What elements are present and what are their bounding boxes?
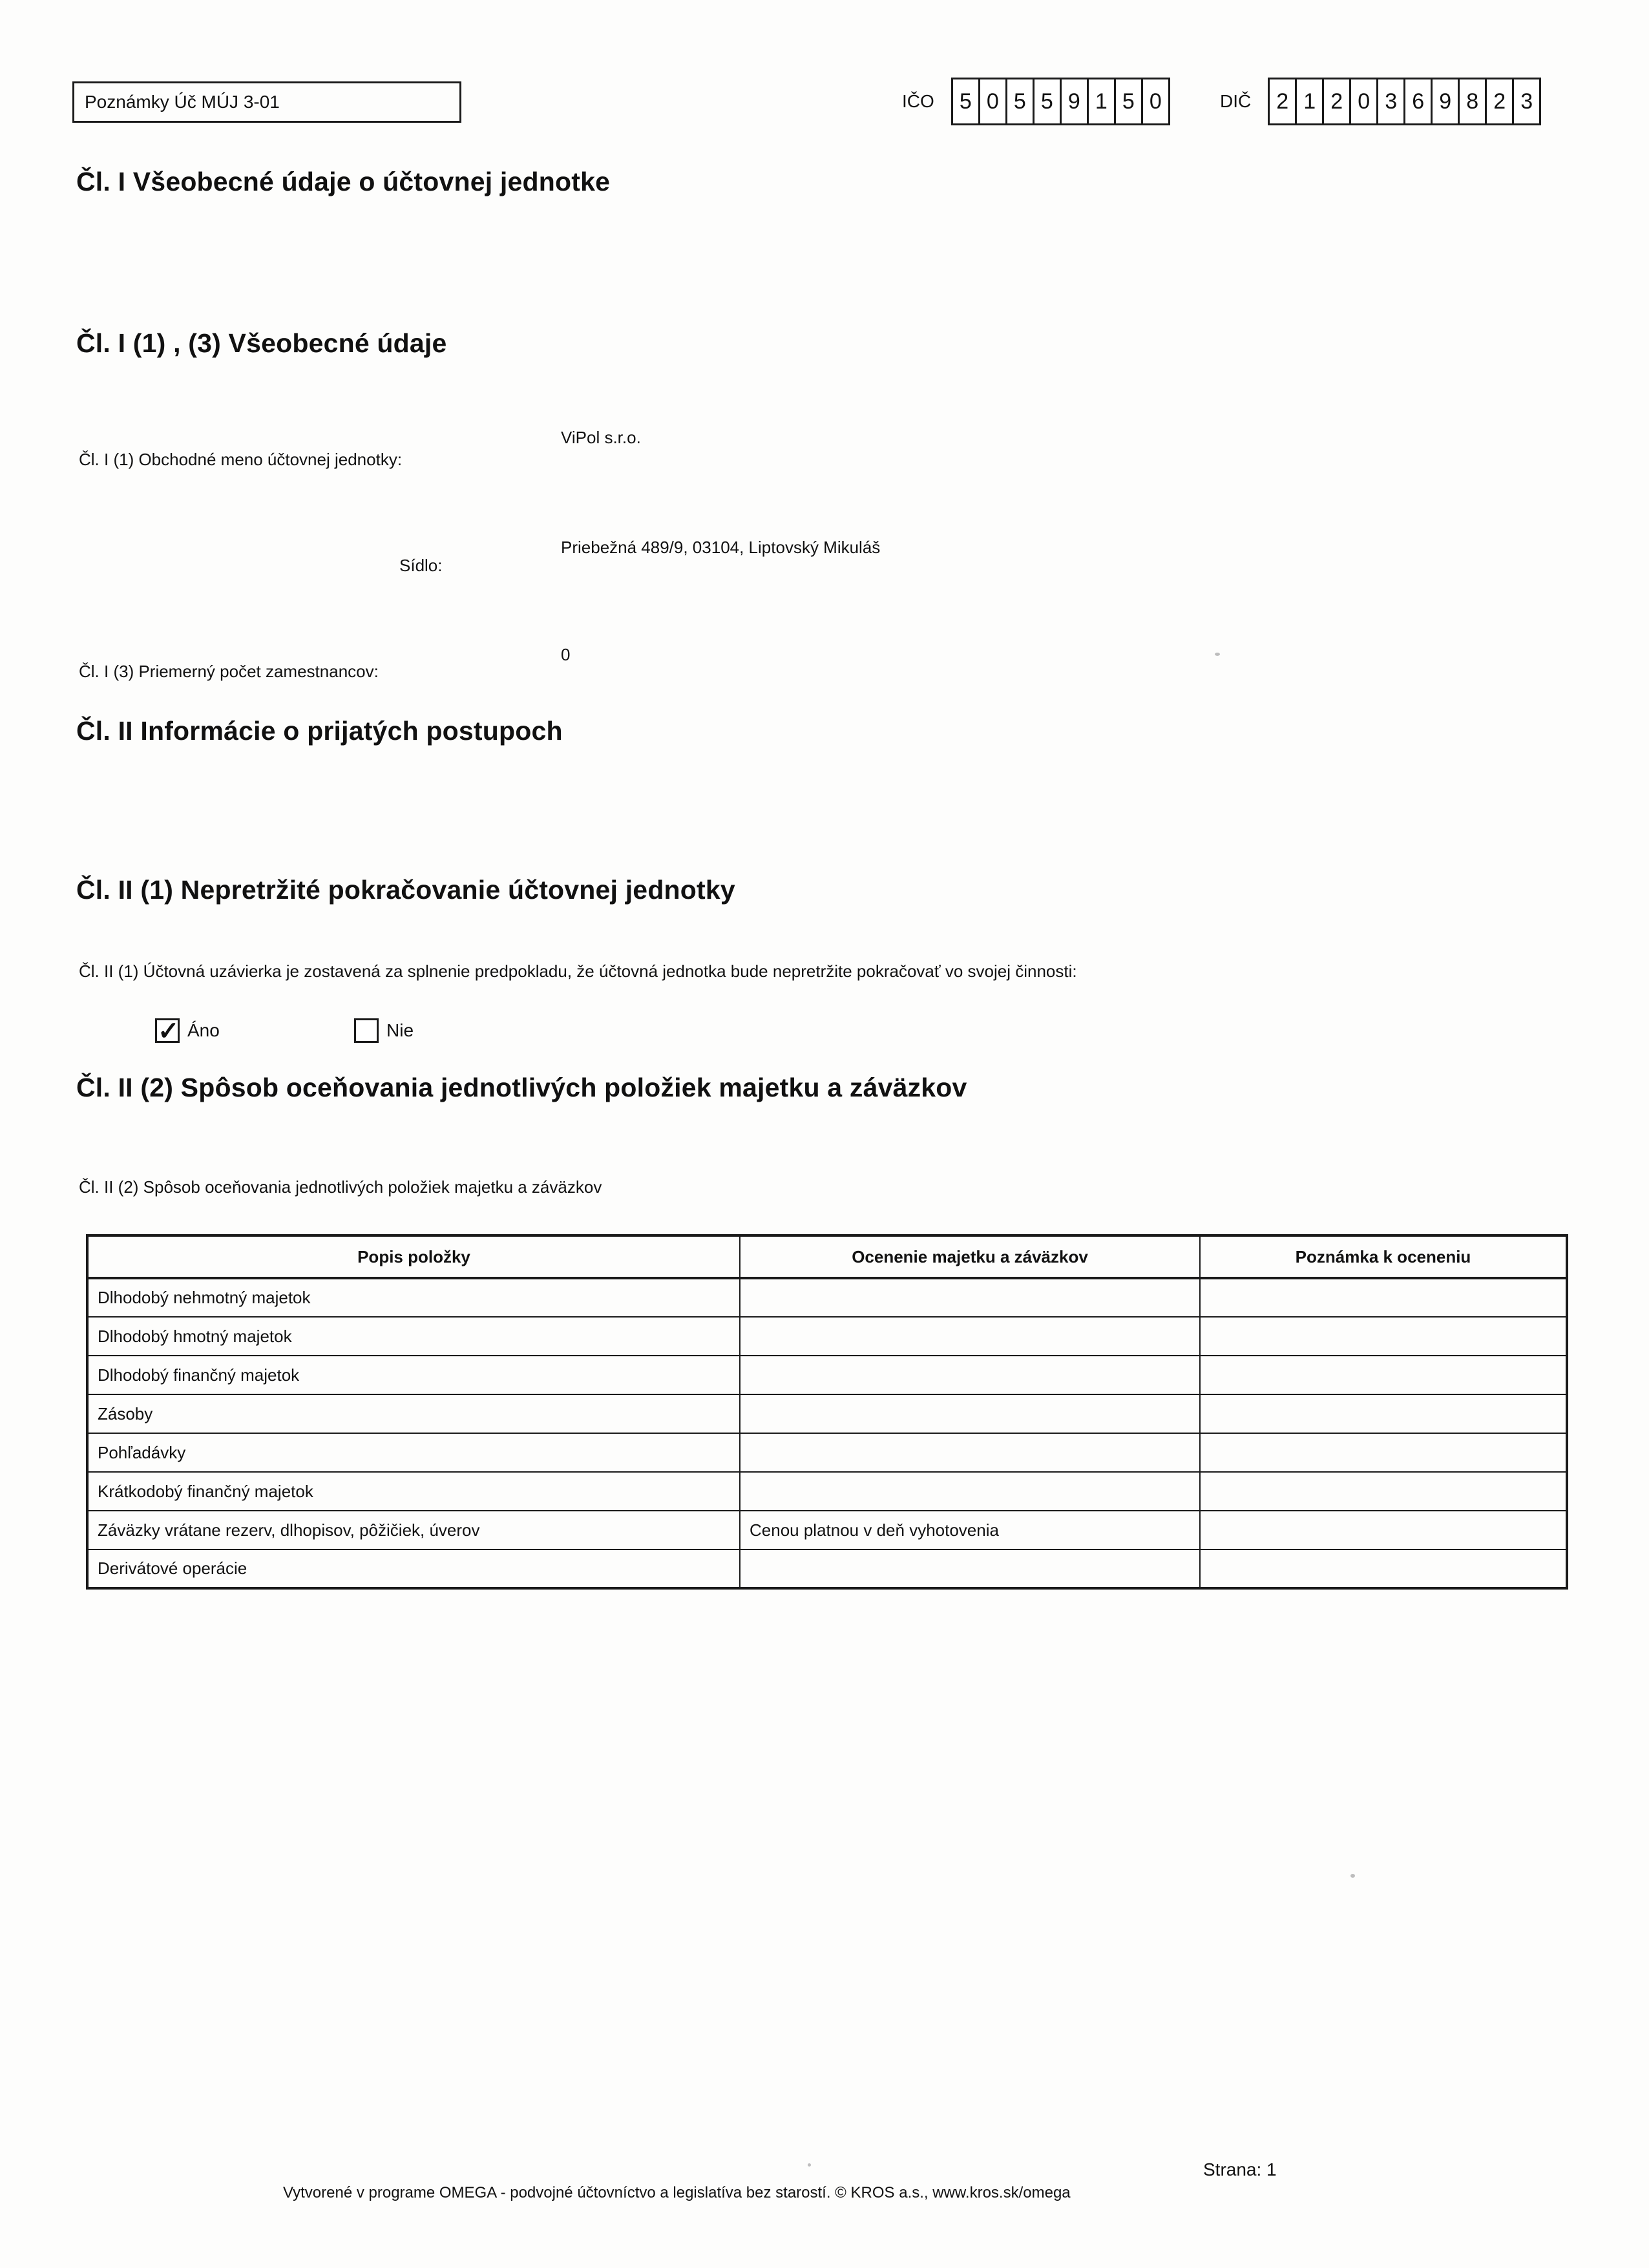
table-row <box>87 1511 1567 1549</box>
digit-box: 6 <box>1403 78 1433 125</box>
yes-label: Áno <box>187 1020 220 1040</box>
table-cell: Pohľadávky <box>87 1433 740 1472</box>
scan-artifact <box>1350 1874 1355 1878</box>
table-cell <box>740 1278 1200 1317</box>
page-number: Strana: 1 <box>1203 2159 1277 2179</box>
table-cell <box>1200 1549 1567 1588</box>
no-option <box>354 1018 414 1043</box>
ico-label: IČO <box>902 91 934 111</box>
table-cell: Záväzky vrátane rezerv, dlhopisov, pôžičiek, úverov <box>87 1511 740 1549</box>
section-4-title: Čl. II (1) Nepretržité pokračovanie účtovnej jednotky <box>76 875 735 905</box>
table-cell <box>740 1472 1200 1511</box>
table-cell <box>1200 1356 1567 1394</box>
scan-artifact <box>1215 653 1220 656</box>
table-cell <box>740 1356 1200 1394</box>
form-title-box <box>72 81 461 123</box>
digit-box: 1 <box>1295 78 1324 125</box>
table-cell <box>1200 1472 1567 1511</box>
digit-box: 0 <box>1349 78 1378 125</box>
section-1-title: Čl. I Všeobecné údaje o účtovnej jednotke <box>76 167 611 196</box>
table-cell <box>740 1433 1200 1472</box>
table-header-cell: Ocenenie majetku a záväzkov <box>740 1235 1200 1278</box>
valuation-table <box>86 1234 1568 1590</box>
digit-box: 5 <box>1033 78 1062 125</box>
table-cell: Zásoby <box>87 1394 740 1433</box>
digit-box: 3 <box>1512 78 1541 125</box>
table-cell: Dlhodobý nehmotný majetok <box>87 1278 740 1317</box>
section-3-title: Čl. II Informácie o prijatých postupoch <box>76 716 563 746</box>
digit-box: 1 <box>1087 78 1116 125</box>
form-title: Poznámky Úč MÚJ 3-01 <box>85 92 280 112</box>
table-cell: Dlhodobý hmotný majetok <box>87 1317 740 1356</box>
table-cell <box>1200 1433 1567 1472</box>
digit-box: 0 <box>1141 78 1170 125</box>
digit-box: 5 <box>1005 78 1035 125</box>
table-row <box>87 1394 1567 1433</box>
going-concern-statement: Čl. II (1) Účtovná uzávierka je zostavená za splnenie predpokladu, že účtovná jednotka bude nepretržite pokračovať vo svojej činnosti: <box>79 961 1077 981</box>
table-header-cell: Popis položky <box>87 1235 740 1278</box>
address-value: Priebežná 489/9, 03104, Liptovský Mikuláš <box>561 538 881 557</box>
digit-box: 2 <box>1485 78 1514 125</box>
table-row <box>87 1433 1567 1472</box>
section-5-title: Čl. II (2) Spôsob oceňovania jednotlivých položiek majetku a záväzkov <box>76 1073 967 1102</box>
table-row <box>87 1278 1567 1317</box>
no-checkbox[interactable] <box>354 1018 379 1043</box>
digit-box: 2 <box>1322 78 1351 125</box>
digit-box: 5 <box>1114 78 1143 125</box>
employees-label: Čl. I (3) Priemerný počet zamestnancov: <box>79 662 379 681</box>
table-cell: Krátkodobý finančný majetok <box>87 1472 740 1511</box>
digit-box: 5 <box>951 78 980 125</box>
footer-credit: Vytvorené v programe OMEGA - podvojné účtovníctvo a legislatíva bez starostí. © KROS a.s., www.kros.sk/omega <box>283 2184 1071 2201</box>
table-cell <box>1200 1511 1567 1549</box>
table-row <box>87 1317 1567 1356</box>
dic-label: DIČ <box>1220 91 1252 111</box>
digit-box: 8 <box>1458 78 1487 125</box>
scan-artifact <box>808 2163 811 2167</box>
table-row <box>87 1356 1567 1394</box>
table-cell <box>1200 1394 1567 1433</box>
employees-value: 0 <box>561 645 571 664</box>
table-cell: Cenou platnou v deň vyhotovenia <box>740 1511 1200 1549</box>
dic-digit-boxes <box>1268 78 1541 125</box>
table-row <box>87 1472 1567 1511</box>
digit-box: 9 <box>1060 78 1089 125</box>
digit-box: 3 <box>1376 78 1405 125</box>
yes-checkbox[interactable] <box>155 1018 180 1043</box>
yes-option <box>155 1018 220 1043</box>
valuation-subtitle: Čl. II (2) Spôsob oceňovania jednotlivých položiek majetku a záväzkov <box>79 1177 602 1197</box>
table-row <box>87 1549 1567 1588</box>
section-2-title: Čl. I (1) , (3) Všeobecné údaje <box>76 328 447 358</box>
table-cell <box>740 1317 1200 1356</box>
address-label: Sídlo: <box>399 556 443 575</box>
no-label: Nie <box>386 1020 414 1040</box>
digit-box: 0 <box>978 78 1007 125</box>
dic-group <box>1220 78 1541 125</box>
table-header-cell: Poznámka k oceneniu <box>1200 1235 1567 1278</box>
table-header-row <box>87 1235 1567 1278</box>
ico-group <box>902 78 1170 125</box>
table-cell <box>1200 1317 1567 1356</box>
ico-digit-boxes <box>951 78 1170 125</box>
table-cell <box>740 1549 1200 1588</box>
digit-box: 9 <box>1431 78 1460 125</box>
business-name-label: Čl. I (1) Obchodné meno účtovnej jednotky: <box>79 450 403 469</box>
table-cell <box>740 1394 1200 1433</box>
table-cell: Derivátové operácie <box>87 1549 740 1588</box>
table-cell <box>1200 1278 1567 1317</box>
digit-box: 2 <box>1268 78 1297 125</box>
business-name-value: ViPol s.r.o. <box>561 428 641 447</box>
table-cell: Dlhodobý finančný majetok <box>87 1356 740 1394</box>
